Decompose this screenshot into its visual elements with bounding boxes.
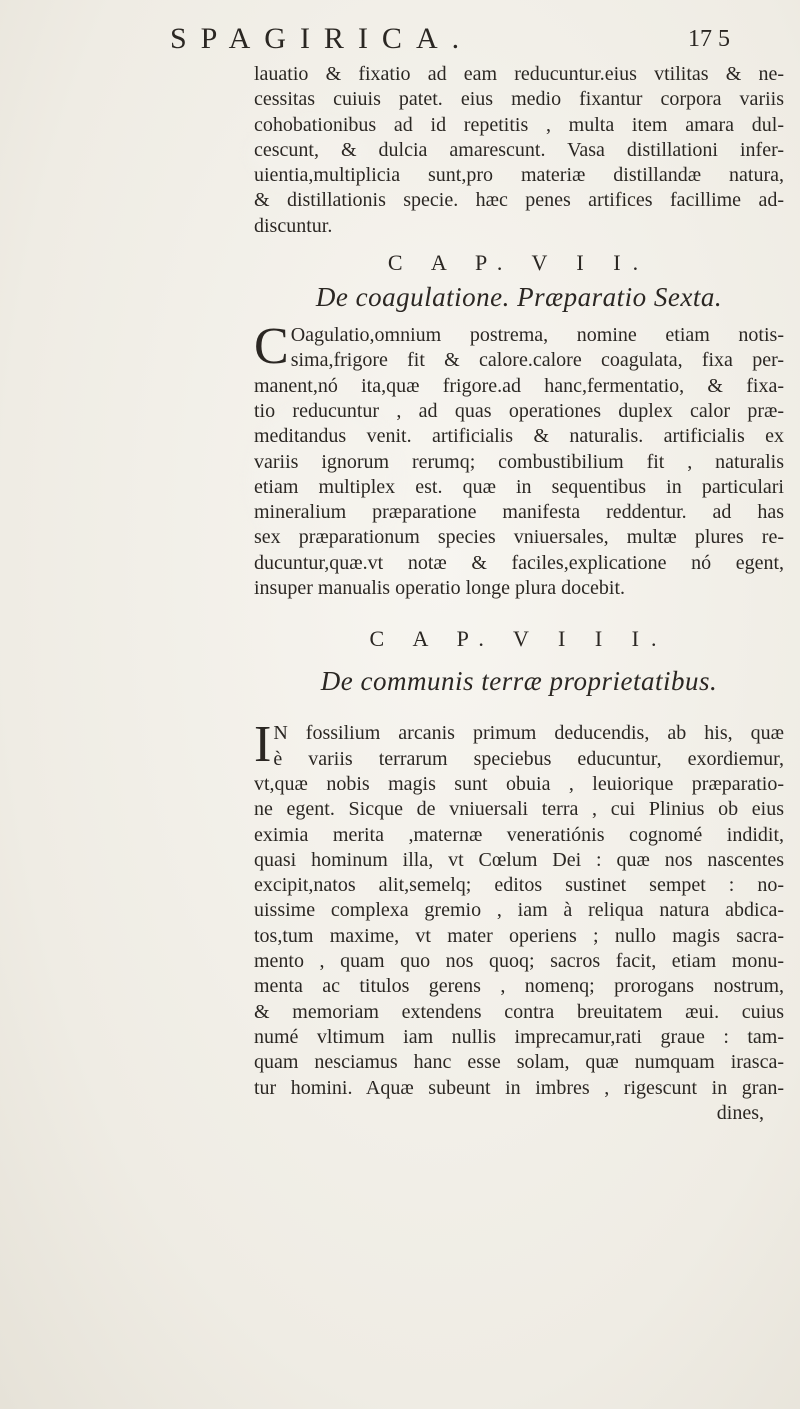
- text-line: numé vltimum iam nullis imprecamur,rati graue : tam-: [254, 1025, 784, 1048]
- text-line: N fossilium arcanis primum deducendis, ab his, quæ: [273, 722, 784, 745]
- text-line: ducuntur,quæ.vt notæ & faciles,explicatione nó egent,: [254, 551, 784, 574]
- text-line: vt,quæ nobis magis sunt obuia , leuiorique præparatio-: [254, 772, 784, 795]
- text-line: excipit,natos alit,semelq; editos sustinet sempet : no-: [254, 874, 784, 897]
- text-line: etiam multiplex est. quæ in sequentibus in particulari: [254, 475, 784, 498]
- text-line: quam nesciamus hanc esse solam, quæ numquam irasca-: [254, 1051, 784, 1074]
- text-line: mento , quam quo nos quoq; sacros facit, etiam monu-: [254, 950, 784, 973]
- text-line: meditandus venit. artificialis & naturalis. artificialis ex: [254, 425, 784, 448]
- text-line: Oagulatio,omnium postrema, nomine etiam notis-: [290, 324, 784, 347]
- running-title: SPAGIRICA.: [170, 22, 474, 55]
- chapter-heading: C A P. V I I I.: [369, 626, 669, 652]
- text-line: sex præparationum species vniuersales, multæ plures re-: [254, 526, 784, 549]
- main-text: [254, 62, 784, 1126]
- text-line: uissime complexa gremio , iam à reliqua natura abdica-: [254, 899, 784, 922]
- text-line: tur homini. Aquæ subeunt in imbres , rigescunt in gran-: [254, 1076, 784, 1099]
- page-number: 17 5: [688, 26, 730, 52]
- paragraph: [254, 318, 784, 601]
- text-line: tio reducuntur , ad quas operationes duplex calor præ-: [254, 399, 784, 422]
- text-line: quasi hominum illa, vt Cœlum Dei : quæ nos nascentes: [254, 848, 784, 871]
- drop-cap: I: [254, 716, 272, 774]
- drop-cap: C: [254, 318, 289, 376]
- text-line: variis ignorum rerumq; combustibilium fit , naturalis: [254, 450, 784, 473]
- catchword: dines,: [716, 1101, 764, 1124]
- text-line: insuper manualis operatio longe plura docebit.: [254, 577, 626, 600]
- text-line: ne egent. Sicque de vniuersali terra , cui Plinius ob eius: [254, 798, 784, 821]
- paragraph: [254, 716, 784, 1126]
- chapter-title: De coagulatione. Præparatio Sexta.: [315, 282, 723, 313]
- text-line: & memoriam extendens contra breuitatem æui. cuius: [254, 1000, 784, 1023]
- text-line: è variis terrarum speciebus educuntur, exordiemur,: [273, 747, 784, 770]
- chapter-heading: C A P. V I I.: [387, 250, 651, 276]
- text-line: cohobationibus ad id repetitis , multa item amara dul-: [254, 113, 784, 136]
- chapter-title: De communis terræ proprietatibus.: [320, 666, 718, 697]
- text-line: mineralium præparatione manifesta reddentur. ad has: [254, 501, 784, 524]
- text-line: discuntur.: [254, 214, 333, 237]
- page-header: [170, 22, 730, 62]
- text-line: uientia,multiplicia sunt,pro materiæ distillandæ natura,: [254, 164, 784, 187]
- text-line: lauatio & fixatio ad eam reducuntur.eius vtilitas & ne-: [254, 63, 784, 85]
- text-line: eximia merita ,maternæ veneratiónis cognomé indidit,: [254, 823, 784, 846]
- text-line: tos,tum maxime, vt mater operiens ; nullo magis sacra-: [254, 924, 784, 947]
- text-line: cessitas cuiuis patet. eius medio fixantur corpora variis: [254, 88, 784, 111]
- text-line: cescunt, & dulcia amarescunt. Vasa distillationi infer-: [254, 138, 784, 161]
- text-line: manent,nó ita,quæ frigore.ad hanc,fermentatio, & fixa-: [254, 374, 784, 397]
- text-line: sima,frigore fit & calore.calore coagulata, fixa per-: [290, 349, 784, 372]
- text-line: menta ac titulos gerens , nomenq; prorogans nostrum,: [254, 975, 784, 998]
- text-line: & distillationis specie. hæc penes artifices facillime ad-: [254, 189, 784, 212]
